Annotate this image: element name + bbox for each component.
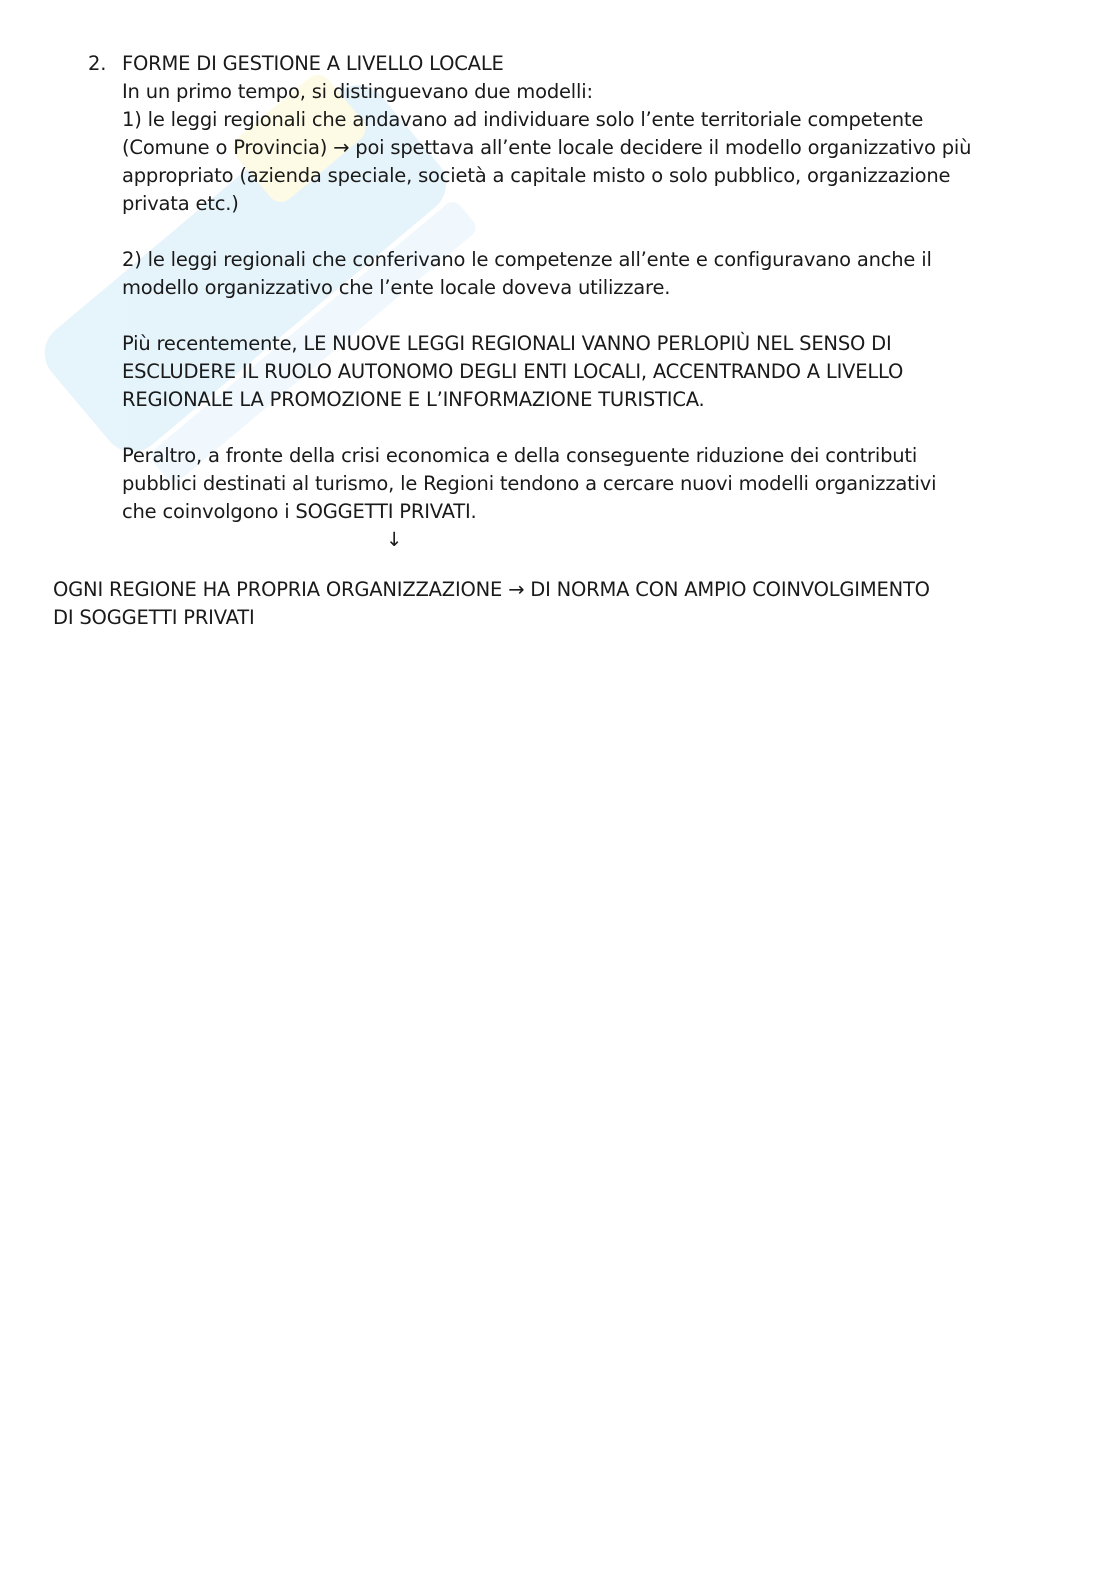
paragraph-line: ESCLUDERE IL RUOLO AUTONOMO DEGLI ENTI LOCALI, ACCENTRANDO A LIVELLO <box>122 360 904 383</box>
intro-line: In un primo tempo, si distinguevano due modelli: <box>122 80 593 103</box>
paragraph-line: appropriato (azienda speciale, società a capitale misto o solo pubblico, organizzazione <box>122 164 951 187</box>
section-title: FORME DI GESTIONE A LIVELLO LOCALE <box>122 52 504 75</box>
section-number: 2. <box>88 52 107 75</box>
section-body <box>122 50 1072 554</box>
paragraph-line: REGIONALE LA PROMOZIONE E L’INFORMAZIONE TURISTICA. <box>122 388 705 411</box>
conclusion-line: OGNI REGIONE HA PROPRIA ORGANIZZAZIONE → DI NORMA CON AMPIO COINVOLGIMENTO <box>53 578 930 601</box>
paragraph-line: pubblici destinati al turismo, le Regioni tendono a cercare nuovi modelli organizzativi <box>122 472 937 495</box>
paragraph-line: privata etc.) <box>122 192 239 215</box>
paragraph-line: modello organizzativo che l’ente locale doveva utilizzare. <box>122 276 671 299</box>
model-1-paragraph <box>122 106 1072 218</box>
paragraph-line: (Comune o Provincia) → poi spettava all’ente locale decidere il modello organizzativo più <box>122 136 972 159</box>
conclusion-paragraph <box>53 576 1063 632</box>
model-2-paragraph <box>122 246 1072 302</box>
paragraph-line: che coinvolgono i SOGGETTI PRIVATI. <box>122 500 477 523</box>
recent-laws-paragraph <box>122 330 1072 414</box>
crisis-paragraph <box>122 442 1072 526</box>
paragraph-line: 2) le leggi regionali che conferivano le competenze all’ente e configuravano anche il <box>122 248 932 271</box>
paragraph-line: Più recentemente, LE NUOVE LEGGI REGIONALI VANNO PERLOPIÙ NEL SENSO DI <box>122 332 892 355</box>
paragraph-line: Peraltro, a fronte della crisi economica e della conseguente riduzione dei contributi <box>122 444 918 467</box>
conclusion-line: DI SOGGETTI PRIVATI <box>53 606 255 629</box>
paragraph-line: 1) le leggi regionali che andavano ad individuare solo l’ente territoriale competente <box>122 108 924 131</box>
down-arrow-icon: ↓ <box>386 528 403 551</box>
